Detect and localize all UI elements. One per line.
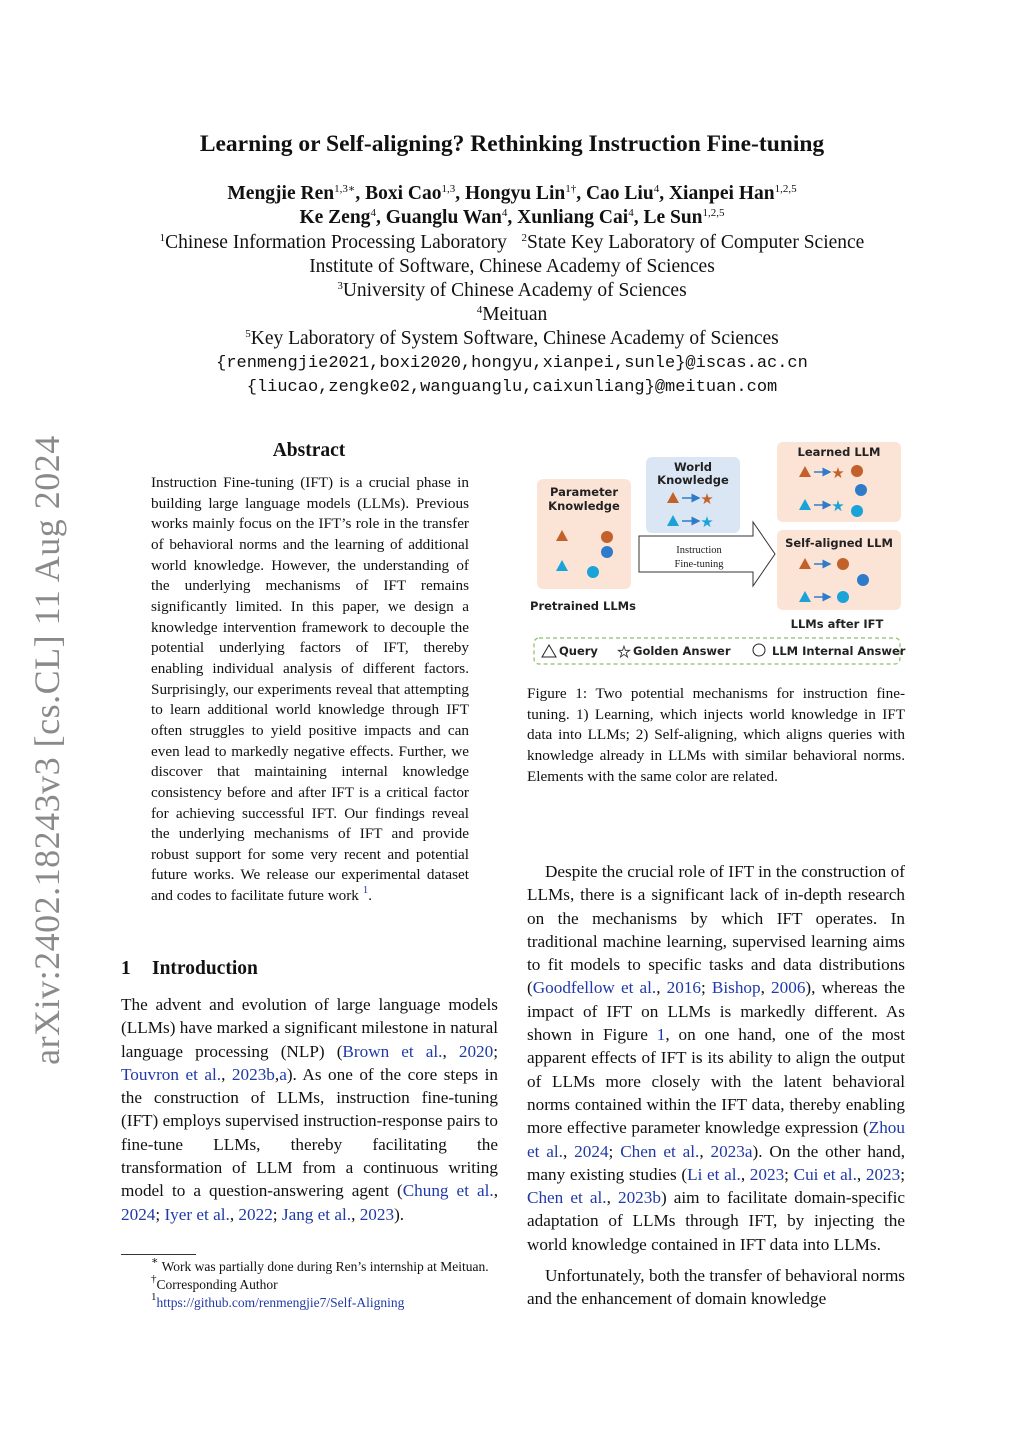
author-line-2: Ke Zeng$^4$, Guanglu Wan$^4$, Xunliang Cai$^4$, Le Sun$^{1,2,5}$	[299, 207, 725, 228]
internal-answer-circle-icon	[851, 465, 863, 477]
internal-answer-circle-icon	[855, 484, 867, 496]
author-sup: 1,2,5	[774, 183, 797, 195]
email-iscas: {renmengjie2021,boxi2020,hongyu,xianpei,sunle}@iscas.ac.cn	[216, 354, 808, 373]
golden-answer-star-icon: ★	[831, 464, 845, 482]
footnote-ref[interactable]: 1	[362, 884, 369, 897]
citation-link[interactable]: Goodfellow et al.	[532, 978, 657, 998]
author-name: Cao Liu	[585, 183, 654, 204]
author-name: Boxi Cao	[365, 183, 442, 204]
citation-link[interactable]: Li et al.	[687, 1164, 741, 1184]
citation-link[interactable]: 2020	[458, 1041, 494, 1061]
affiliation: Meituan	[482, 304, 548, 325]
figure-caption: Figure 1: Two potential mechanisms for instruction fine-tuning. 1) Learning, which injects world knowledge in IFT data into LLMs; 2) Self-aligning, which aligns queries with knowledge already in LLMs with similar behavioral norms. Elements with the same color are related.	[527, 685, 906, 785]
paragraph: Unfortunately, both the transfer of behavioral norms and the enhancement of domain knowledge	[527, 1266, 905, 1309]
world-knowledge-label: Knowledge	[657, 473, 729, 487]
citation-link[interactable]: Chung et al.	[402, 1181, 494, 1201]
legend-golden-label: Golden Answer	[633, 644, 731, 658]
affiliation: State Key Laboratory of Computer Science	[526, 232, 865, 253]
instruction-finetuning-label: Fine-tuning	[674, 559, 724, 570]
author-name: Xunliang Cai	[517, 207, 629, 228]
self-aligned-llm-label: Self-aligned LLM	[785, 536, 893, 550]
introduction-paragraph: The advent and evolution of large language models (LLMs) have marked a significant milestone in natural language processing (NLP) (Brown et al., 2020; Touvron et al., 2023b,a). As one of the core steps in the construction of LLMs, instruction fine-tuning (IFT) employs supervised instruction-response pairs to fine-tune LLMs, thereby facilitating the transformation of LLM from a continuous writing model to a question-answering agent (Chung et al., 2024; Iyer et al., 2022; Jang et al., 2023).	[121, 995, 498, 1224]
author-sup: 1,3	[441, 183, 456, 195]
github-link[interactable]: https://github.com/renmengjie7/Self-Aligning	[156, 1295, 405, 1310]
internal-answer-circle-icon	[857, 574, 869, 586]
llms-after-ift-label: LLMs after IFT	[790, 617, 884, 631]
affiliation-line-3: $^3$University of Chinese Academy of Sciences	[337, 280, 687, 301]
author-name: Mengjie Ren	[227, 183, 335, 204]
citation-link[interactable]: Iyer et al.	[164, 1204, 230, 1224]
golden-answer-star-icon: ★	[700, 490, 714, 508]
citation-link[interactable]: 2023b	[617, 1188, 661, 1208]
arxiv-identifier: arXiv:2402.18243v3 [cs.CL] 11 Aug 2024	[27, 435, 67, 1065]
citation-link[interactable]: 2006	[771, 978, 806, 998]
affiliation: Key Laboratory of System Software, Chinese Academy of Sciences	[250, 328, 779, 349]
email-meituan: {liucao,zengke02,wanguanglu,caixunliang}@meituan.com	[246, 378, 778, 397]
paper-title: Learning or Self-aligning? Rethinking Instruction Fine-tuning	[199, 131, 825, 157]
affiliation-line-4: $^4$Meituan	[476, 304, 548, 325]
parameter-knowledge-label: Parameter	[549, 485, 619, 499]
author-sup: 1,3∗	[334, 183, 356, 195]
world-knowledge-label: World	[673, 460, 713, 474]
citation-link[interactable]: 2023a	[710, 1141, 753, 1161]
pretrained-llms-label: Pretrained LLMs	[530, 599, 636, 613]
affiliation: University of Chinese Academy of Sciences	[342, 280, 687, 301]
citation-link[interactable]: 2023b	[231, 1064, 275, 1084]
internal-answer-circle-icon	[601, 531, 613, 543]
citation-link[interactable]: Bishop	[711, 978, 761, 998]
footnote-internship: ∗ Work was partially done during Ren’s internship at Meituan.	[151, 1255, 489, 1274]
citation-link[interactable]: Jang et al.	[281, 1204, 352, 1224]
citation-link[interactable]: Chen et al.	[527, 1188, 607, 1208]
figure-ref-link[interactable]: 1	[656, 1025, 666, 1045]
author-sup: 1†	[565, 183, 577, 195]
citation-link[interactable]: 2023	[865, 1164, 901, 1184]
author-sup: 4	[653, 183, 660, 195]
author-name: Le Sun	[643, 207, 703, 228]
citation-link[interactable]: a	[279, 1064, 287, 1084]
parameter-knowledge-label: Knowledge	[548, 499, 620, 513]
figure-1	[525, 438, 907, 670]
citation-link[interactable]: Zhou et al.	[527, 1118, 905, 1161]
author-name: Hongyu Lin	[464, 183, 566, 204]
internal-answer-circle-icon	[851, 505, 863, 517]
footnote-github: $^1$https://github.com/renmengjie7/Self-Aligning	[151, 1291, 405, 1310]
citation-link[interactable]: 2024	[574, 1141, 609, 1161]
affiliation-line-5: $^5$Key Laboratory of System Software, Chinese Academy of Sciences	[245, 328, 779, 349]
footnotes	[121, 1255, 498, 1312]
citation-link[interactable]: 2024	[121, 1204, 156, 1224]
author-sup: 4	[501, 207, 508, 219]
footnote-corresponding: †Corresponding Author	[151, 1273, 278, 1292]
section-heading-introduction: 1 Introduction	[121, 958, 258, 979]
author-name: Ke Zeng	[299, 207, 371, 228]
citation-link[interactable]: 2023	[359, 1204, 395, 1224]
instruction-finetuning-label: Instruction	[676, 545, 722, 556]
right-column-text	[527, 860, 905, 1319]
abstract-heading: Abstract	[272, 440, 346, 461]
author-sup: 4	[370, 207, 376, 219]
legend-internal-label: LLM Internal Answer	[772, 644, 906, 658]
internal-answer-circle-icon	[837, 558, 849, 570]
citation-link[interactable]: Cui et al.	[793, 1164, 857, 1184]
footnote-rule	[121, 1254, 196, 1255]
author-name: Guanglu Wan	[385, 207, 502, 228]
internal-answer-legend-icon	[753, 644, 765, 656]
author-sup: 4	[628, 207, 634, 219]
golden-answer-legend-icon: ★	[617, 643, 631, 661]
legend-query-label: Query	[559, 644, 598, 658]
author-line-1: Mengjie Ren$^{1,3∗}$, Boxi Cao$^{1,3}$, Hongyu Lin$^{1\dagger}$, Cao Liu$^4$, Xianpei Han$^{1,2,5}$	[227, 183, 797, 204]
paragraph: Despite the crucial role of IFT in the construction of LLMs, there is a significant lack of in-depth research on the mechanisms by which IFT operates. In traditional machine learning, supervised learning aims to fit models to specific tasks and data distributions (Goodfellow et al., 2016; Bishop, 2006), whereas the impact of IFT on LLMs is markedly different. As shown in Figure 1, on one hand, one of the most apparent effects of IFT is its ability to align the output of LLMs more closely with the latent behavioral norms contained within the IFT data, thereby enabling more effective parameter knowledge expression (Zhou et al., 2024; Chen et al., 2023a). On the other hand, many existing studies (Li et al., 2023; Cui et al., 2023; Chen et al., 2023b) aim to facilitate domain-specific adaptation of LLMs through IFT, by injecting the world knowledge contained in IFT data into LLMs.	[527, 862, 906, 1254]
affiliation-line-1: $^1$Chinese Information Processing Laboratory $^2$State Key Laboratory of Computer Science	[159, 232, 865, 253]
query-legend-icon	[542, 645, 556, 657]
citation-link[interactable]: Brown et al.	[342, 1041, 443, 1061]
citation-link[interactable]: 2016	[666, 978, 701, 998]
affiliation: Chinese Information Processing Laboratory	[165, 232, 507, 253]
affiliation-institute: Institute of Software, Chinese Academy of Sciences	[309, 256, 715, 277]
citation-link[interactable]: 2023	[749, 1164, 785, 1184]
citation-link[interactable]: 2022	[238, 1204, 273, 1224]
author-sup: 1,2,5	[702, 207, 725, 219]
internal-answer-circle-icon	[601, 546, 613, 558]
learned-llm-label: Learned LLM	[797, 445, 881, 459]
citation-link[interactable]: Chen et al.	[620, 1141, 700, 1161]
citation-link[interactable]: Touvron et al.	[121, 1064, 222, 1084]
abstract-text: Instruction Fine-tuning (IFT) is a crucial phase in building large language models (LLMs). Previous works mainly focus on the IFT’s role in the transfer of behavioral norms and the learning of additional world knowledge. However, the understanding of the underlying mechanisms of IFT remains significantly limited. In this paper, we design a knowledge intervention framework to decouple the potential underlying factors of IFT, thereby enabling individual analysis of different factors. Surprisingly, our experiments reveal that attempting to learn additional world knowledge through IFT often struggles to yield positive impacts and can even lead to markedly negative effects. Further, we discover that maintaining internal knowledge consistency before and after IFT is a critical factor for achieving successful IFT. Our findings reveal the underlying mechanisms of IFT and provide robust support for some very recent and potential future works. We release our experimental dataset and codes to facilitate future work $^1$.	[151, 474, 469, 905]
golden-answer-star-icon: ★	[700, 513, 714, 531]
internal-answer-circle-icon	[587, 566, 599, 578]
internal-answer-circle-icon	[837, 591, 849, 603]
author-name: Xianpei Han	[668, 183, 775, 204]
golden-answer-star-icon: ★	[831, 497, 845, 515]
